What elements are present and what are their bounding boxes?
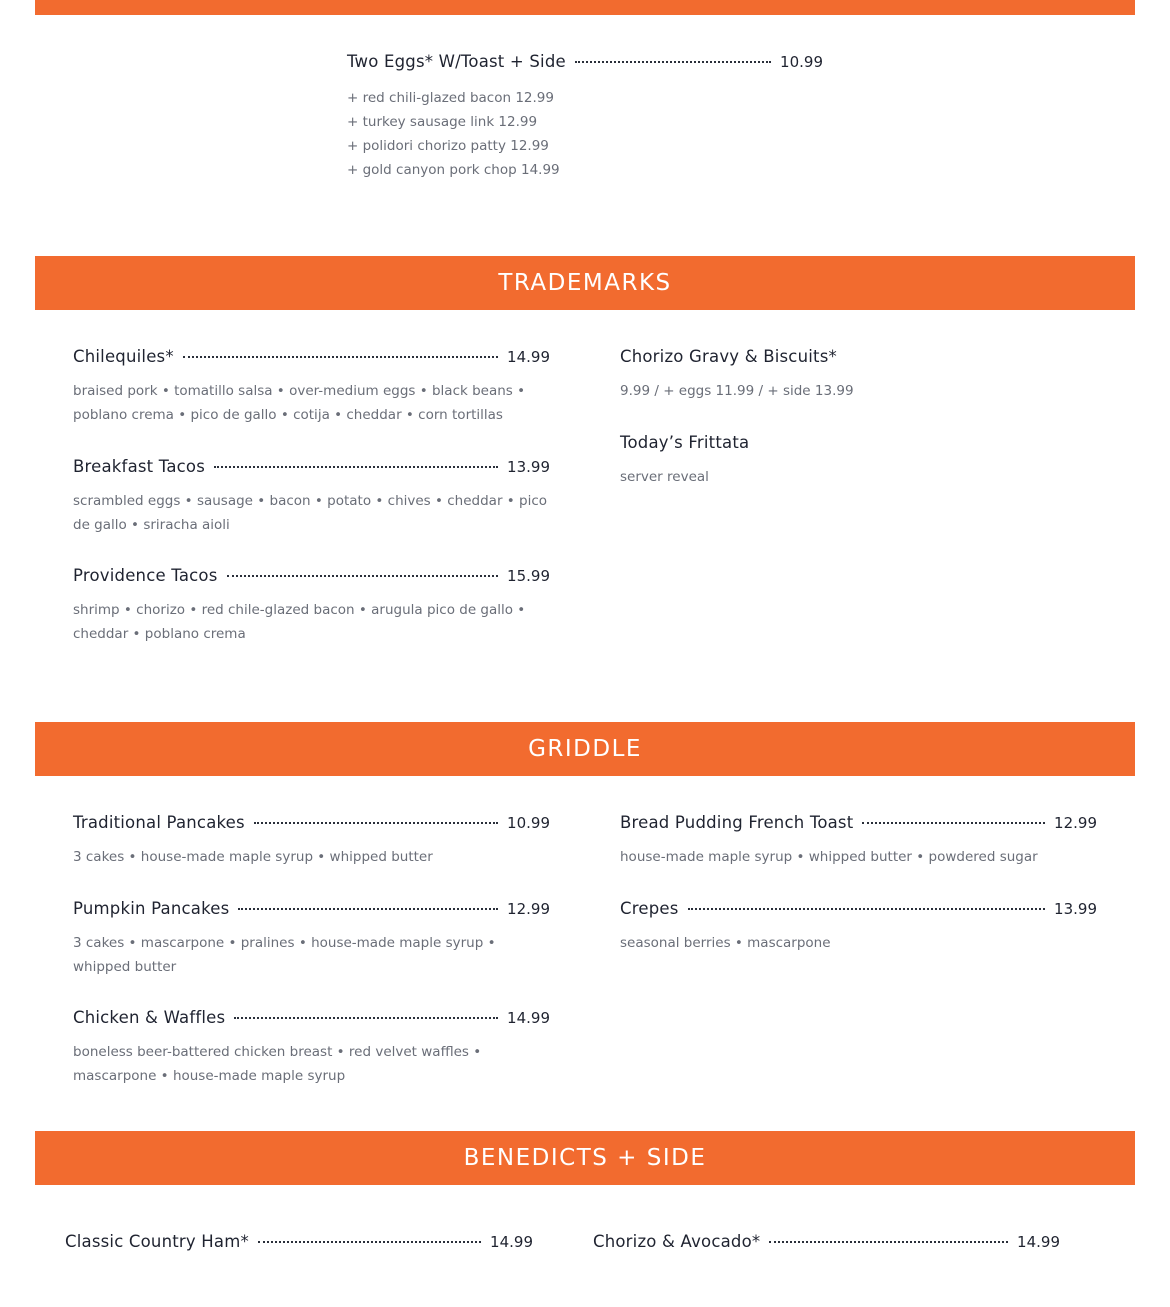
menu-item: [620, 433, 1097, 489]
menu-item: [620, 899, 1097, 955]
item-description: shrimp • chorizo • red chile-glazed bacon • arugula pico de gallo • cheddar • poblano crema: [73, 602, 526, 642]
menu-item: [73, 899, 550, 979]
item-price: 14.99: [507, 1009, 550, 1027]
section-header-bar-top: [35, 0, 1135, 15]
item-price: 10.99: [507, 814, 550, 832]
dot-leader: [254, 822, 498, 824]
section-header-benedicts: BENEDICTS + SIDE: [35, 1131, 1135, 1185]
item-price: 13.99: [1054, 900, 1097, 918]
menu-item: [73, 566, 550, 646]
item-price: 14.99: [1017, 1233, 1060, 1251]
item-price: 12.99: [1054, 814, 1097, 832]
dot-leader: [688, 908, 1046, 910]
dot-leader: [227, 575, 499, 577]
menu-item: [620, 347, 1097, 403]
dot-leader: [183, 356, 498, 358]
dot-leader: [862, 822, 1045, 824]
item-price: 15.99: [507, 567, 550, 585]
item-description: house-made maple syrup • whipped butter • powdered sugar: [620, 849, 1038, 865]
dot-leader: [234, 1017, 498, 1019]
item-price: 14.99: [490, 1233, 533, 1251]
item-price: 14.99: [507, 348, 550, 366]
menu-item: [620, 813, 1097, 869]
menu-item: [347, 52, 823, 182]
item-name: Today’s Frittata: [620, 433, 750, 452]
item-description: 3 cakes • mascarpone • pralines • house-made maple syrup • whipped butter: [73, 935, 496, 975]
dot-leader: [214, 466, 498, 468]
item-description: 3 cakes • house-made maple syrup • whipped butter: [73, 849, 433, 865]
item-name: Crepes: [620, 899, 679, 918]
dot-leader: [769, 1241, 1008, 1243]
item-name: Two Eggs* W/Toast + Side: [347, 52, 566, 71]
item-description: 9.99 / + eggs 11.99 / + side 13.99: [620, 383, 854, 399]
item-description: server reveal: [620, 469, 709, 485]
section-header-griddle: GRIDDLE: [35, 722, 1135, 776]
section-header-trademarks: TRADEMARKS: [35, 256, 1135, 310]
item-description: boneless beer-battered chicken breast • red velvet waffles • mascarpone • house-made maple syrup: [73, 1044, 482, 1084]
item-price: 12.99: [507, 900, 550, 918]
menu-item: [73, 813, 550, 869]
addon-item: + turkey sausage link 12.99: [347, 114, 538, 130]
item-name: Pumpkin Pancakes: [73, 899, 230, 918]
item-name: Chorizo & Avocado*: [593, 1232, 761, 1251]
menu-item: [73, 347, 550, 427]
addon-item: + polidori chorizo patty 12.99: [347, 138, 549, 154]
dot-leader: [575, 61, 771, 63]
item-description: seasonal berries • mascarpone: [620, 935, 831, 951]
dot-leader: [238, 908, 498, 910]
item-description: scrambled eggs • sausage • bacon • potato • chives • cheddar • pico de gallo • sriracha aioli: [73, 493, 548, 533]
dot-leader: [258, 1241, 481, 1243]
item-name: Classic Country Ham*: [65, 1232, 249, 1251]
menu-item: [593, 1232, 1060, 1256]
item-price: 13.99: [507, 458, 550, 476]
item-name: Traditional Pancakes: [73, 813, 245, 832]
item-name: Chilequiles*: [73, 347, 174, 366]
item-name: Bread Pudding French Toast: [620, 813, 854, 832]
item-description: braised pork • tomatillo salsa • over-medium eggs • black beans • poblano crema • pico de gallo • cotija • cheddar • corn tortillas: [73, 383, 526, 423]
addon-item: + red chili-glazed bacon 12.99: [347, 90, 554, 106]
item-name: Providence Tacos: [73, 566, 218, 585]
menu-item: [65, 1232, 533, 1256]
item-name: Chicken & Waffles: [73, 1008, 226, 1027]
menu-item: [73, 457, 550, 537]
item-name: Breakfast Tacos: [73, 457, 206, 476]
item-price: 10.99: [780, 53, 823, 71]
addon-item: + gold canyon pork chop 14.99: [347, 162, 560, 178]
menu-item: [73, 1008, 550, 1088]
item-name: Chorizo Gravy & Biscuits*: [620, 347, 837, 366]
